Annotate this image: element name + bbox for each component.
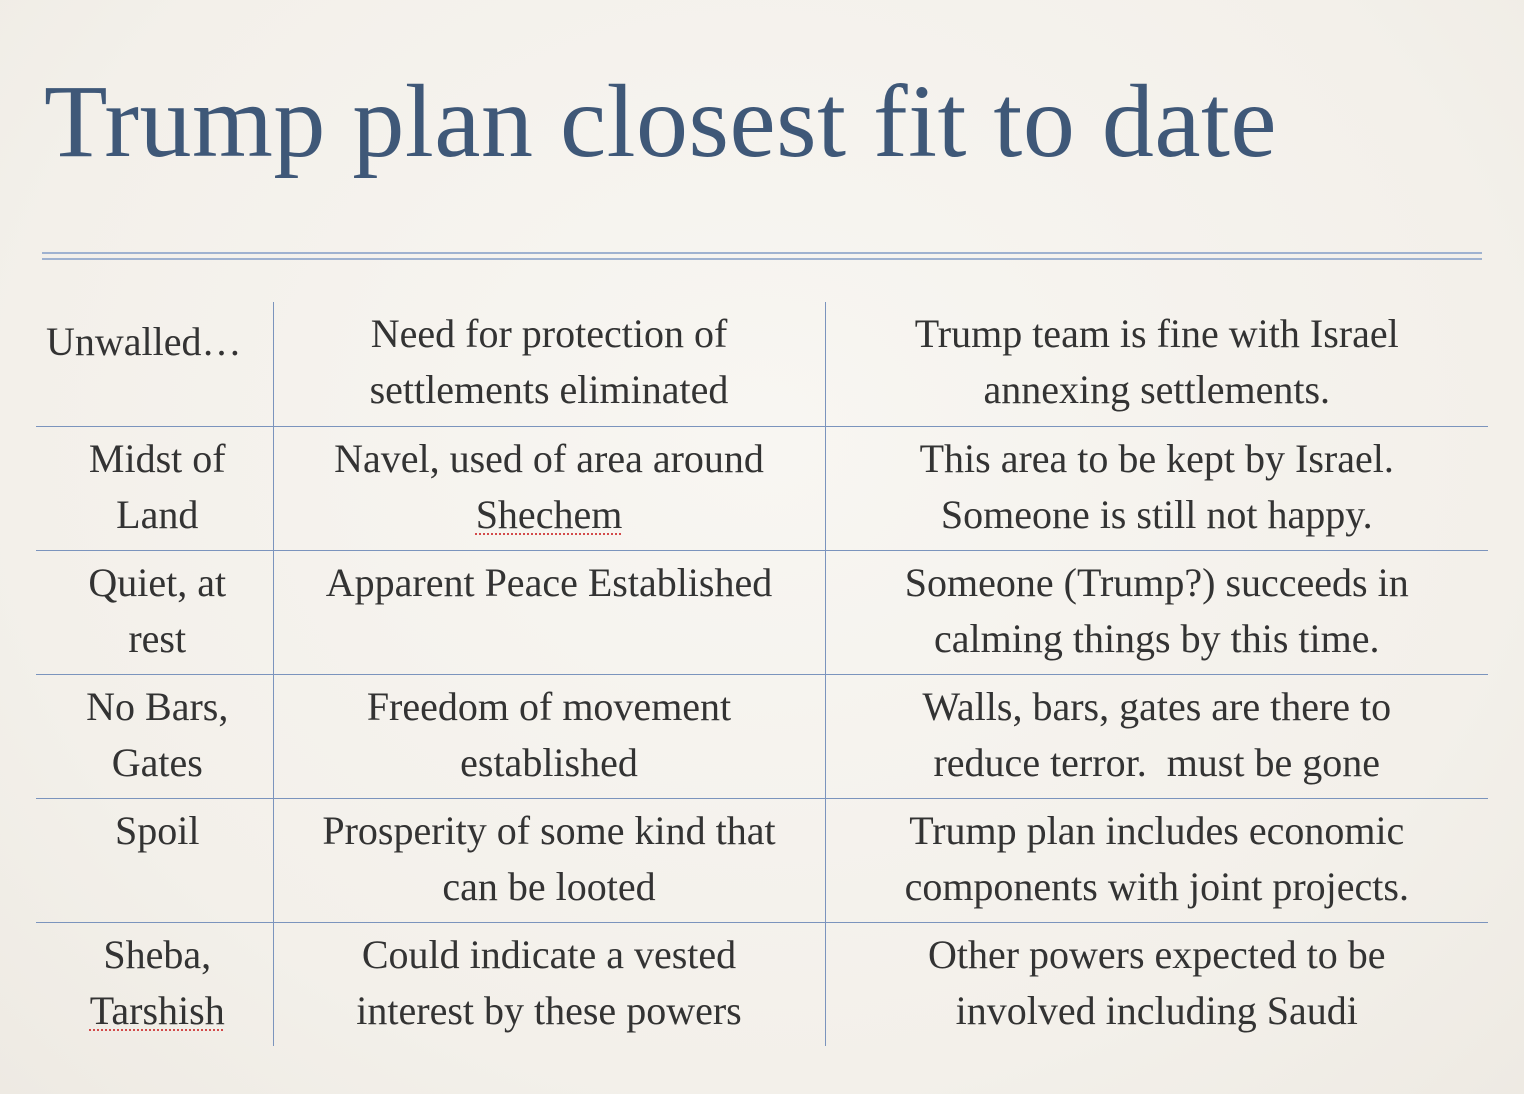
meaning-line: Freedom of movement [366,683,732,729]
meaning-line: Navel, used of area around [334,435,764,481]
table-row [36,674,1488,798]
fit-line: involved including Saudi [955,987,1358,1033]
meaning-cell [273,426,825,550]
meaning-cell [273,798,825,922]
fit-cell [825,798,1488,922]
meaning-cell [273,550,825,674]
meaning-cell [273,922,825,1046]
fit-line: Walls, bars, gates are there to [922,683,1392,729]
table-row [36,550,1488,674]
meaning-cell [273,302,825,426]
term-line: No Bars, [86,683,229,729]
term-cell [36,798,273,922]
title-divider-bottom [42,258,1482,260]
fit-line: Someone is still not happy. [940,491,1373,537]
term-cell [36,426,273,550]
comparison-table [36,302,1488,1046]
meaning-line [280,487,819,543]
term-line: rest [128,615,187,661]
term-cell [36,922,273,1046]
meaning-line: Could indicate a vested [361,931,737,977]
term-cell [36,302,273,426]
table-row [36,302,1488,426]
fit-line: reduce terror. must be gone [933,739,1380,785]
term-line: Land [116,491,199,537]
fit-line: annexing settlements. [983,367,1331,412]
meaning-line: established [460,739,638,785]
meaning-line: can be looted [442,863,656,909]
table-row [36,798,1488,922]
fit-cell [825,922,1488,1046]
term-line: Sheba, [103,931,212,977]
fit-line: calming things by this time. [933,615,1380,661]
term-text: Unwalled… [46,319,242,364]
term-line: Quiet, at [88,559,227,605]
term-cell [36,550,273,674]
misspelled-word: Shechem [475,491,623,537]
meaning-line: settlements eliminated [369,367,729,412]
misspelled-word: Tarshish [89,987,225,1033]
slide-title: Trump plan closest fit to date [44,64,1278,179]
meaning-line: Need for protection of [370,311,728,356]
fit-cell [825,302,1488,426]
title-divider-top [42,252,1482,254]
fit-line: Someone (Trump?) succeeds in [904,559,1409,605]
fit-line: components with joint projects. [904,863,1409,909]
fit-cell [825,674,1488,798]
fit-line: Trump plan includes economic [909,807,1405,853]
fit-line: Trump team is fine with Israel [914,311,1399,356]
fit-line: Other powers expected to be [927,931,1386,977]
fit-cell [825,550,1488,674]
meaning-line: Prosperity of some kind that [322,807,776,853]
meaning-line: interest by these powers [356,987,742,1033]
term-line [46,983,269,1039]
fit-cell [825,426,1488,550]
fit-line: This area to be kept by Israel. [919,435,1394,481]
meaning-line: Apparent Peace Established [325,559,773,605]
term-cell [36,674,273,798]
term-line: Spoil [115,807,200,853]
table-row [36,426,1488,550]
term-line: Midst of [88,435,226,481]
term-line: Gates [111,739,203,785]
meaning-cell [273,674,825,798]
table-row [36,922,1488,1046]
